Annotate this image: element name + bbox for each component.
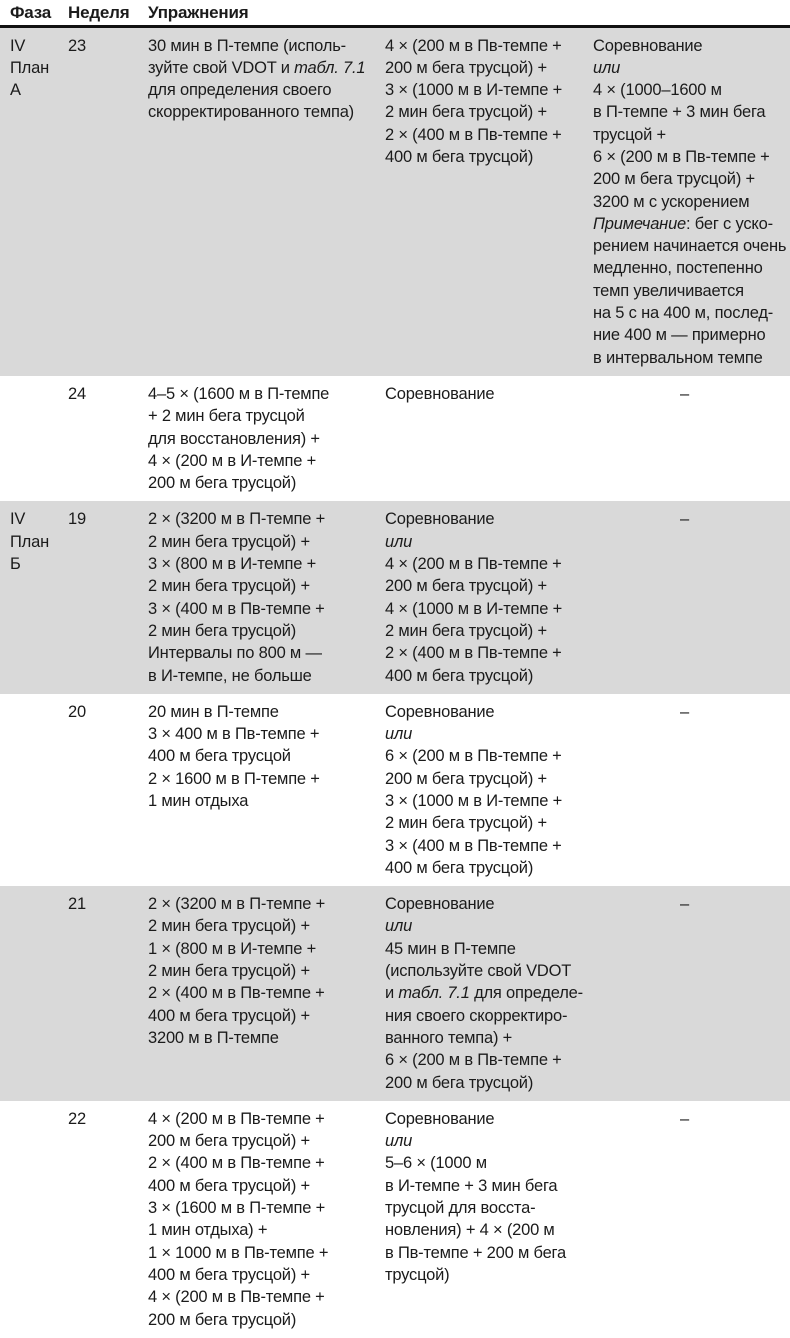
text-line: 21 <box>68 895 86 914</box>
workout-option-2-cell <box>385 893 593 1094</box>
text-line: 200 м бега трусцой) <box>148 474 297 493</box>
text-line: 30 мин в П-темпе (исполь- <box>148 36 346 55</box>
column-header-workout-3 <box>593 3 790 23</box>
text-line <box>593 57 790 79</box>
text-line: рением начинается очень <box>593 237 787 256</box>
text-line: 6 × (200 м в Пв-темпе + <box>593 147 770 166</box>
text-line: 2 × 1600 м в П-темпе + <box>148 769 320 788</box>
workout-option-3-cell <box>593 1108 790 1331</box>
column-header-workout-2 <box>385 3 593 23</box>
no-data-dash: – <box>680 1109 689 1128</box>
italic-text-segment: или <box>385 1132 413 1151</box>
table-row-week-24 <box>0 376 790 501</box>
text-line: Соревнование <box>385 510 495 529</box>
text-line: Соревнование <box>385 1109 495 1128</box>
text-line: 2 × (400 м в Пв-темпе + <box>148 1154 325 1173</box>
text-line: 3 × (400 м в Пв-темпе + <box>385 836 562 855</box>
text-line: 200 м бега трусцой) <box>385 1073 534 1092</box>
text-line: 400 м бега трусцой) + <box>148 1265 310 1284</box>
phase-cell <box>10 383 68 494</box>
text-line: 200 м бега трусцой) + <box>385 58 547 77</box>
text-segment: и <box>385 984 399 1003</box>
workout-option-2-cell <box>385 701 593 879</box>
week-cell <box>68 35 148 369</box>
week-cell <box>68 701 148 879</box>
text-line: 3200 м в П-темпе <box>148 1028 279 1047</box>
text-line: 24 <box>68 384 86 403</box>
text-line: трусцой) <box>385 1265 450 1284</box>
no-data-dash: – <box>680 702 689 721</box>
workout-option-2-cell <box>385 383 593 494</box>
text-line: ванного темпа) + <box>385 1028 513 1047</box>
text-line: в Пв-темпе + 200 м бега <box>385 1243 566 1262</box>
text-line: 200 м бега трусцой) + <box>385 577 547 596</box>
italic-text-segment: табл. 7.1 <box>398 984 470 1003</box>
exercises-cell <box>148 383 385 494</box>
text-line: 400 м бега трусцой) + <box>148 1006 310 1025</box>
text-line: на 5 с на 400 м, послед- <box>593 304 774 323</box>
text-line: Соревнование <box>385 702 495 721</box>
text-line: 45 мин в П-темпе <box>385 939 516 958</box>
text-line: скорректированного темпа) <box>148 103 354 122</box>
italic-text-segment: табл. 7.1 <box>294 58 366 77</box>
text-line: Соревнование <box>593 36 703 55</box>
no-data-dash: – <box>680 510 689 529</box>
text-line: 2 × (400 м в Пв-темпе + <box>385 125 562 144</box>
table-header-row <box>0 0 790 23</box>
text-line: темп увеличивается <box>593 281 744 300</box>
workout-option-3-cell <box>593 383 790 494</box>
workout-option-3-cell <box>593 701 790 879</box>
text-line: ние 400 м — примерно <box>593 326 766 345</box>
text-line: 6 × (200 м в Пв-темпе + <box>385 747 562 766</box>
no-data-dash: – <box>680 895 689 914</box>
text-line <box>385 982 593 1004</box>
exercises-cell <box>148 508 385 686</box>
text-line: для восстановления) + <box>148 429 320 448</box>
week-cell <box>68 383 148 494</box>
text-line: 4 × (200 м в Пв-темпе + <box>148 1288 325 1307</box>
text-segment: зуйте свой VDOT и <box>148 58 295 77</box>
column-header-exercises: Упражнения <box>148 3 249 22</box>
italic-text-segment: или <box>385 532 413 551</box>
week-cell <box>68 893 148 1094</box>
text-line: 2 мин бега трусцой) + <box>148 917 310 936</box>
text-line: 400 м бега трусцой) <box>385 858 534 877</box>
column-header-week: Неделя <box>68 3 130 22</box>
workout-option-2-cell <box>385 508 593 686</box>
text-line: 2 × (400 м в Пв-темпе + <box>148 984 325 1003</box>
phase-cell <box>10 508 68 686</box>
text-line: 23 <box>68 36 86 55</box>
text-line: новления) + 4 × (200 м <box>385 1221 555 1240</box>
text-line: (используйте свой VDOT <box>385 962 572 981</box>
table-row-week-22 <box>0 1101 790 1338</box>
table-row-week-21 <box>0 886 790 1101</box>
exercises-cell <box>148 701 385 879</box>
phase-cell <box>10 701 68 879</box>
text-line: 2 мин бега трусцой) + <box>148 577 310 596</box>
exercises-cell <box>148 1108 385 1331</box>
text-line: в интервальном темпе <box>593 348 763 367</box>
workout-option-3-cell <box>593 35 790 369</box>
text-line: Соревнование <box>385 384 495 403</box>
text-line: 400 м бега трусцой <box>148 747 291 766</box>
text-line: Интервалы по 800 м — <box>148 644 322 663</box>
phase-cell <box>10 35 68 369</box>
workout-option-3-cell <box>593 893 790 1094</box>
text-line: 2 мин бега трусцой) + <box>385 621 547 640</box>
text-line: 400 м бега трусцой) + <box>148 1176 310 1195</box>
text-line: 22 <box>68 1109 86 1128</box>
text-line: 200 м бега трусцой) + <box>385 769 547 788</box>
text-line: в П-темпе + 3 мин бега <box>593 103 766 122</box>
text-line: трусцой для восста- <box>385 1199 536 1218</box>
text-line: 20 <box>68 702 86 721</box>
text-line: IV <box>10 510 26 529</box>
text-line: 400 м бега трусцой) <box>385 666 534 685</box>
text-line: 3 × (400 м в Пв-темпе + <box>148 599 325 618</box>
text-line <box>385 723 593 745</box>
text-line: 1 × (800 м в И-темпе + <box>148 939 317 958</box>
exercises-cell <box>148 35 385 369</box>
text-line: 200 м бега трусцой) + <box>148 1132 310 1151</box>
text-line: Б <box>10 555 21 574</box>
text-line: 4 × (200 м в Пв-темпе + <box>148 1109 325 1128</box>
text-line: в И-темпе, не больше <box>148 666 312 685</box>
text-line: 1 мин отдыха) + <box>148 1221 268 1240</box>
no-data-dash: – <box>680 384 689 403</box>
italic-text-segment: или <box>385 725 413 744</box>
italic-text-segment: или <box>593 58 621 77</box>
text-line <box>385 1130 593 1152</box>
phase-cell <box>10 893 68 1094</box>
week-cell <box>68 1108 148 1331</box>
text-line: трусцой + <box>593 125 666 144</box>
text-line: IV <box>10 36 26 55</box>
table-row-week-20 <box>0 694 790 886</box>
text-line: 4 × (1000–1600 м <box>593 81 722 100</box>
text-line: ния своего скорректиро- <box>385 1006 568 1025</box>
text-segment: для определе- <box>469 984 583 1003</box>
text-line: План <box>10 532 49 551</box>
italic-text-segment: или <box>385 917 413 936</box>
text-line: 4 × (1000 м в И-темпе + <box>385 599 563 618</box>
text-line <box>148 57 385 79</box>
text-line: Соревнование <box>385 895 495 914</box>
text-line: 19 <box>68 510 86 529</box>
text-line: 4–5 × (1600 м в П-темпе <box>148 384 330 403</box>
text-line: 2 × (3200 м в П-темпе + <box>148 510 326 529</box>
text-line <box>593 213 790 235</box>
text-line: + 2 мин бега трусцой <box>148 407 305 426</box>
text-line <box>385 531 593 553</box>
text-segment: : бег с уско- <box>686 214 773 233</box>
text-line: План <box>10 58 49 77</box>
text-line: 2 × (400 м в Пв-темпе + <box>385 644 562 663</box>
text-line: 3 × (1600 м в П-темпе + <box>148 1199 326 1218</box>
text-line: 4 × (200 м в Пв-темпе + <box>385 555 562 574</box>
table-row-week-23 <box>0 28 790 376</box>
workout-option-2-cell <box>385 1108 593 1331</box>
text-line: 2 мин бега трусцой) + <box>385 103 547 122</box>
workout-option-2-cell <box>385 35 593 369</box>
text-line: 1 × 1000 м в Пв-темпе + <box>148 1243 329 1262</box>
text-line: 2 мин бега трусцой) + <box>148 532 310 551</box>
exercises-cell <box>148 893 385 1094</box>
workout-option-3-cell <box>593 508 790 686</box>
text-line: 200 м бега трусцой) <box>148 1310 297 1329</box>
text-line: 3200 м с ускорением <box>593 192 750 211</box>
text-line: в И-темпе + 3 мин бега <box>385 1176 558 1195</box>
text-line: 4 × (200 м в Пв-темпе + <box>385 36 562 55</box>
table-body <box>0 28 790 1338</box>
text-line: 20 мин в П-темпе <box>148 702 279 721</box>
text-line: 4 × (200 м в И-темпе + <box>148 451 317 470</box>
text-line: 400 м бега трусцой) <box>385 147 534 166</box>
italic-text-segment: Примечание <box>593 214 687 233</box>
week-cell <box>68 508 148 686</box>
text-line: А <box>10 81 21 100</box>
text-line: 200 м бега трусцой) + <box>593 170 755 189</box>
text-line <box>385 915 593 937</box>
text-line: для определения своего <box>148 81 332 100</box>
text-line: 3 × (1000 м в И-темпе + <box>385 792 563 810</box>
text-line: 3 × (800 м в И-темпе + <box>148 555 317 574</box>
text-line: 2 мин бега трусцой) + <box>385 814 547 833</box>
text-line: 1 мин отдыха <box>148 792 249 810</box>
text-line: 6 × (200 м в Пв-темпе + <box>385 1051 562 1070</box>
text-line: 2 мин бега трусцой) <box>148 621 297 640</box>
text-line: 3 × (1000 м в И-темпе + <box>385 81 563 100</box>
text-line: 5–6 × (1000 м <box>385 1154 487 1173</box>
text-line: медленно, постепенно <box>593 259 763 278</box>
text-line: 2 мин бега трусцой) + <box>148 962 310 981</box>
table-row-week-19 <box>0 501 790 693</box>
text-line: 3 × 400 м в Пв-темпе + <box>148 725 320 744</box>
text-line: 2 × (3200 м в П-темпе + <box>148 895 326 914</box>
phase-cell <box>10 1108 68 1331</box>
column-header-phase: Фаза <box>10 3 52 22</box>
